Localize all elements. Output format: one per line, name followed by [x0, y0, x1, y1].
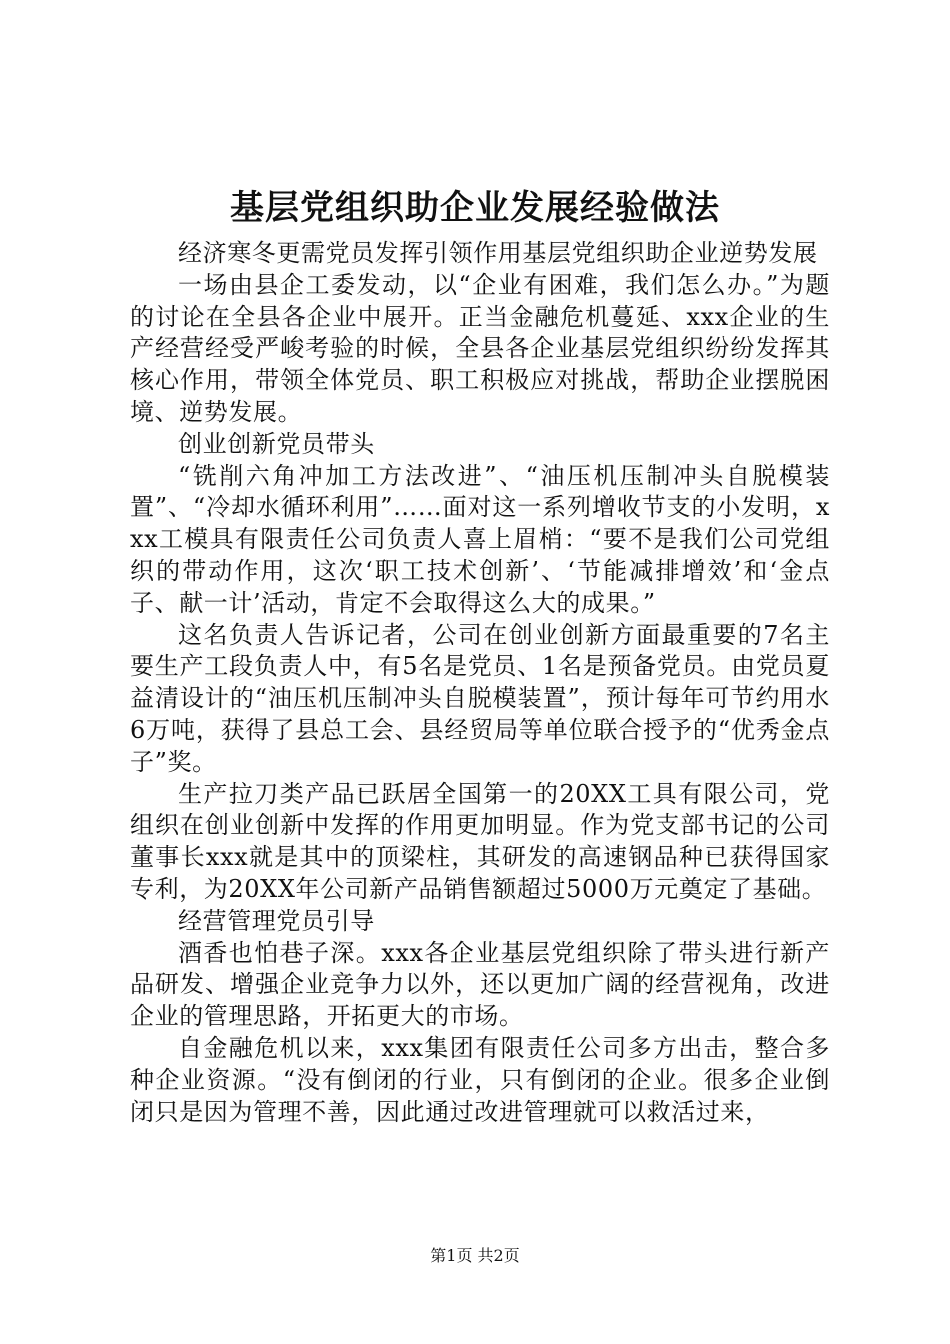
- paragraph: 这名负责人告诉记者，公司在创业创新方面最重要的7名主要生产工段负责人中，有5名是党员、1名是预备党员。由党员夏益清设计的“油压机压制冲头自脱模装置”，预计每年可节约用水6万吨，获得了县总工会、县经贸局等单位联合授予的“优秀金点子”奖。: [130, 620, 830, 776]
- paragraph: 生产拉刀类产品已跃居全国第一的20XX工具有限公司，党组织在创业创新中发挥的作用更加明显。作为党支部书记的公司董事长xxx就是其中的顶梁柱，其研发的高速钢品种已获得国家专利，为20XX年公司新产品销售额超过5000万元奠定了基础。: [130, 779, 830, 903]
- section-heading: 创业创新党员带头: [178, 429, 375, 458]
- paragraph-subtitle: 经济寒冬更需党员发挥引领作用基层党组织助企业逆势发展: [178, 239, 818, 267]
- page-indicator: 第1页 共2页: [430, 1246, 520, 1265]
- paragraph: 一场由县企工委发动，以“企业有困难，我们怎么办。”为题的讨论在全县各企业中展开。正当金融危机蔓延、xxx企业的生产经营经受严峻考验的时候，全县各企业基层党组织纷纷发挥其核心作用，带领全体党员、职工积极应对挑战，帮助企业摆脱困境、逆势发展。: [130, 270, 830, 426]
- paragraph: “铣削六角冲加工方法改进”、“油压机压制冲头自脱模装置”、“冷却水循环利用”……面对这一系列增收节支的小发明，xxx工模具有限责任公司负责人喜上眉梢：“要不是我们公司党组织的带动作用，这次‘职工技术创新’、‘节能减排增效’和‘金点子、献一计’活动，肯定不会取得这么大的成果。”: [130, 461, 830, 617]
- paragraph: 自金融危机以来，xxx集团有限责任公司多方出击，整合多种企业资源。“没有倒闭的行业，只有倒闭的企业。很多企业倒闭只是因为管理不善，因此通过改进管理就可以救活过来，: [130, 1033, 830, 1126]
- document-body: [130, 238, 830, 1128]
- document-title: 基层党组织助企业发展经验做法: [230, 188, 720, 228]
- paragraph: 酒香也怕巷子深。xxx各企业基层党组织除了带头进行新产品研发、增强企业竞争力以外，还以更加广阔的经营视角，改进企业的管理思路，开拓更大的市场。: [130, 938, 830, 1031]
- section-heading: 经营管理党员引导: [178, 906, 375, 935]
